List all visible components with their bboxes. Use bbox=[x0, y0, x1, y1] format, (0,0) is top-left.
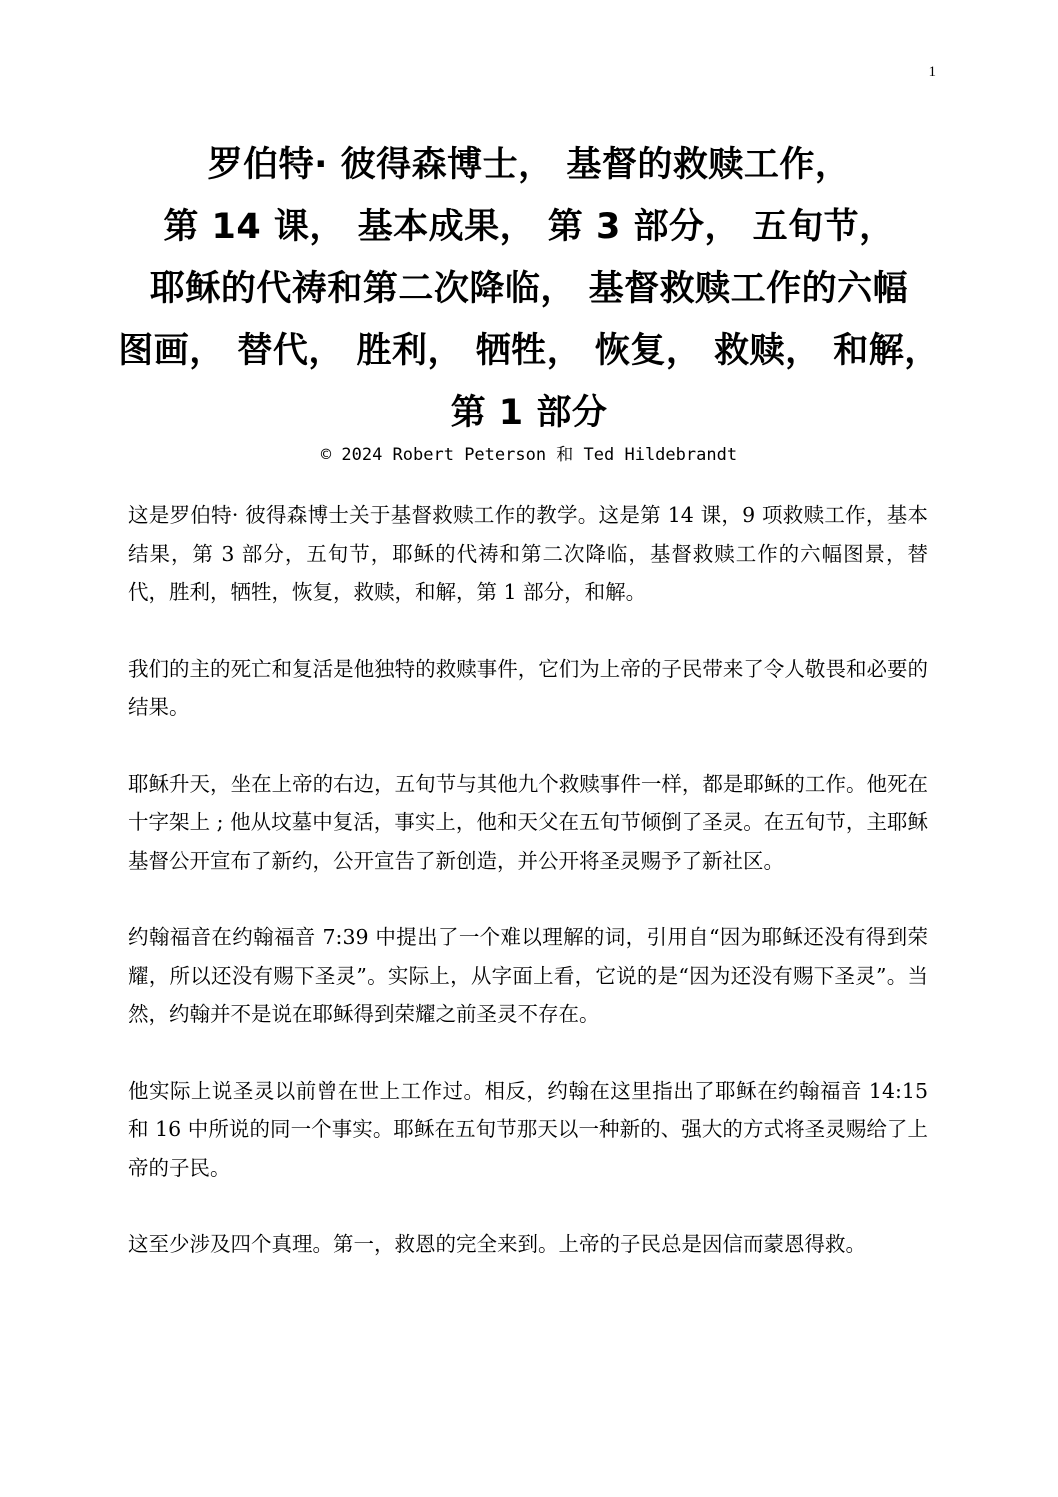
title-line-4: 图画， 替代， 胜利， 牺牲， 恢复， 救赎， 和解， bbox=[118, 331, 940, 371]
paragraph-four-truths: 这至少涉及四个真理。第一，救恩的完全来到。上帝的子民总是因信而蒙恩得救。 bbox=[128, 1232, 866, 1256]
copyright-line: © 2024 Robert Peterson 和 Ted Hildebrandt bbox=[320, 445, 738, 465]
paragraph-death-resurrection: 我们的主的死亡和复活是他独特的救赎事件，它们为上帝的子民带来了令人敬畏和必要的结果。 bbox=[128, 656, 928, 719]
title-line-2: 第 14 课， 基本成果， 第 3 部分， 五旬节， bbox=[163, 207, 895, 247]
title-line-3: 耶稣的代祷和第二次降临， 基督救赎工作的六幅 bbox=[149, 269, 909, 309]
document-body bbox=[128, 496, 928, 1302]
paragraph-intro: 这是罗伯特· 彼得森博士关于基督救赎工作的教学。这是第 14 课，9 项救赎工作，基本结果，第 3 部分，五旬节，耶稣的代祷和第二次降临，基督救赎工作的六幅图景，替代，胜利，牺牲，恢复，救赎，和解，第 1 部分，和解。 bbox=[128, 503, 928, 604]
page-number: 1 bbox=[928, 64, 936, 80]
title-line-1: 罗伯特· 彼得森博士， 基督的救赎工作， bbox=[207, 145, 851, 185]
title-line-5: 第 1 部分 bbox=[450, 393, 608, 433]
document-title bbox=[100, 134, 958, 466]
paragraph-ascension-pentecost: 耶稣升天，坐在上帝的右边，五旬节与其他九个救赎事件一样，都是耶稣的工作。他死在十字架上 ; 他从坟墓中复活，事实上，他和天父在五旬节倾倒了圣灵。在五旬节，主耶稣基督公开宣布了新约，公开宣告了新创造，并公开将圣灵赐予了新社区。 bbox=[128, 771, 928, 873]
paragraph-john-14: 他实际上说圣灵以前曾在世上工作过。相反，约翰在这里指出了耶稣在约翰福音 14:15 和 16 中所说的同一个事实。耶稣在五旬节那天以一种新的、强大的方式将圣灵赐给了上帝的子民。 bbox=[128, 1078, 928, 1180]
paragraph-john-7-39: 约翰福音在约翰福音 7:39 中提出了一个难以理解的词，引用自“因为耶稣还没有得到荣耀，所以还没有赐下圣灵”。实际上，从字面上看，它说的是“因为还没有赐下圣灵”。当然，约翰并不是说在耶稣得到荣耀之前圣灵不存在。 bbox=[128, 925, 928, 1026]
